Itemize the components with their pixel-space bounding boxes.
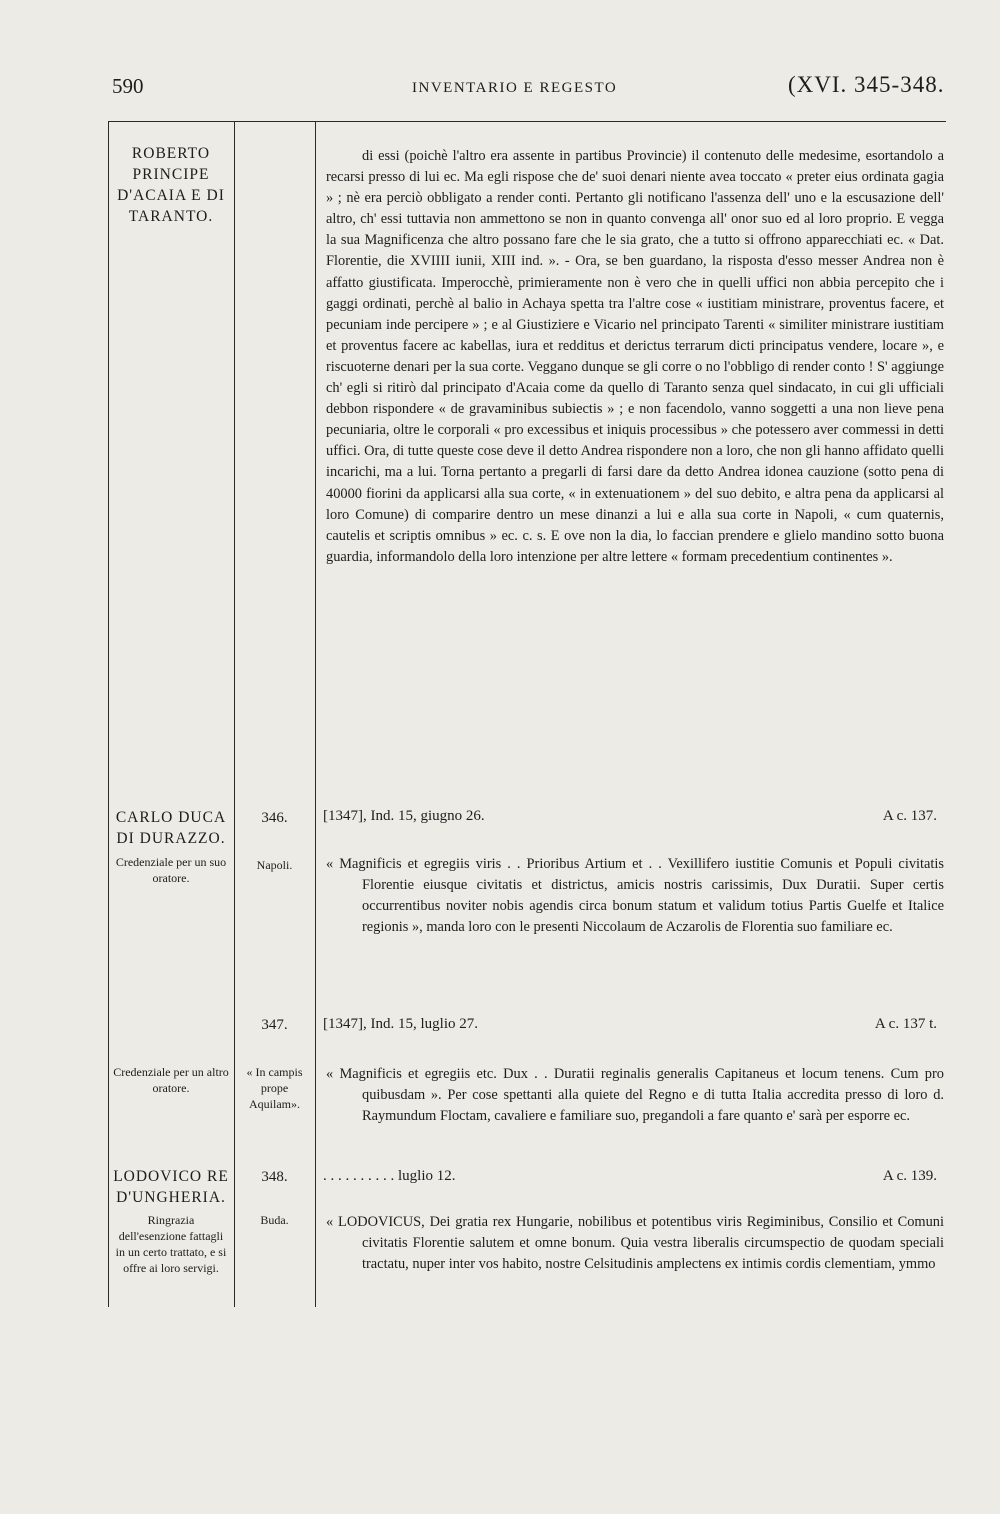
entry-347-text: « Magnificis et egregiis etc. Dux . . Duratii reginalis generalis Capitaneus et locum tenens. Cum pro quibusdam ». Per cose spettanti alla quiete del Regno e di tutta Italia accredita presso di loro d. Raymundum Floctam, cavaliere e familiare suo, pregandoli a fare quanto e' sarà per esporre ec. xyxy=(326,1066,944,1125)
entry-348-number: 348. xyxy=(261,1169,288,1185)
entry-348-date-line xyxy=(323,1168,937,1185)
entry-348-place: Buda. xyxy=(260,1213,289,1227)
entry-346-ref: A c. 137. xyxy=(882,808,937,824)
sender-name-lodovico: LODOVICO RE D'UNGHERIA. xyxy=(113,1168,229,1206)
entry-346-date-line xyxy=(323,808,937,825)
column-divider-middle xyxy=(234,121,235,1307)
entry-348-summary: Ringrazia dell'esenzione fattagli in un certo trattato, e si offre ai loro servigi. xyxy=(115,1213,227,1275)
sender-name-roberto: ROBERTO PRINCIPE D'ACAIA E DI TARANTO. xyxy=(117,145,225,225)
entry-347-date-line xyxy=(323,1016,937,1033)
column-divider-right xyxy=(315,121,316,1307)
entry-348-date: . . . . . . . . . . luglio 12. xyxy=(323,1168,456,1184)
entry-346-text: « Magnificis et egregiis viris . . Prioribus Artium et . . Vexillifero iustitie Comunis et Populi civitatis Florentie eiusque civitatis et districtus, amicis nostris carissimis, Dux Duratii. Super certis occurrentibus noviter nobis agendis circa bonum statum et validum totius Partis Guelfe et Italice regionis », manda loro con le presenti Niccolaum de Aczarolis de Florentia suo familiare ec. xyxy=(326,856,944,936)
entry-346-place: Napoli. xyxy=(256,858,293,872)
page-number: 590 xyxy=(112,74,144,98)
entry-348-text: « LODOVICUS, Dei gratia rex Hungarie, nobilibus et potentibus viris Regiminibus, Consilio et Comuni civitatis Florentie salutem et omne bonum. Quia vestra liberalis circumspectio de quodam speciali tractatu, nuper inter vos habito, nostre Celsitudinis amplectens ex intimis cordis clementiam, ymmo xyxy=(326,1214,944,1273)
entry-346-date: [1347], Ind. 15, giugno 26. xyxy=(323,808,485,824)
running-title: INVENTARIO E REGESTO xyxy=(412,80,618,96)
sender-name-carlo: CARLO DUCA DI DURAZZO. xyxy=(115,809,227,847)
entry-347-place: « In campis prope Aquilam». xyxy=(246,1065,303,1111)
entry-346-number: 346. xyxy=(261,810,288,826)
column-divider-left xyxy=(108,121,109,1307)
entry-347-number: 347. xyxy=(261,1017,288,1033)
entry-346-summary: Credenziale per un suo oratore. xyxy=(115,855,227,885)
entry-347-summary: Credenziale per un altro oratore. xyxy=(113,1065,229,1095)
entry-345-text: di essi (poichè l'altro era assente in partibus Provincie) il contenuto delle medesime, esortandolo a recarsi presso di lui ec. Ma egli rispose che de' suoi denari niente avea toccato « preter eius ordinata gagia » ; nè era perciò obbligato a render conti. Pertanto gli notificano l'assenza dell' uno e la escusazione dell' altro, ch' essi tuttavia non ammettono se non in quanto convenga all' onor suo ed al loro proprio. E vegga la sua Magnificenza che altro possano fare che le sia grato, che a tutto si offrono apparecchiati ec. « Dat. Florentie, die XVIIII iunii, XIII ind. ». - Ora, se ben guardano, la risposta d'esso messer Andrea non è affatto giustificata. Imperocchè, primieramente non è vero che in quelli uffici non abbia percepito che i gaggi ordinati, perchè al balio in Achaya spetta tra l'altre cose « iustitiam ministrare, proventus facere, et pecuniam inde percipere » ; e al Giustiziere e Vicario nel principato Tarenti « similiter ministrare iustitiam et proventus facere ac kabellas, iura et redditus et derictus terrarum dicti principatus vendere, locare », e riscuoterne denari per la sua corte. Veggano dunque se gli corre o no l'obbligo di render conto ! S' aggiunge ch' egli si ritirò dal principato d'Acaia come da quello di Taranto senza quel sindacato, in cui gli ufficiali debbon rispondere « de gravaminibus subiectis » ; e non facendolo, vanno soggetti a una non lieve pena pecuniaria, oltre le corporali « pro excessibus et iniquis processibus » che potessero aver commessi in detti uffici. Ora, di tutte queste cose deve il detto Andrea rispondere non a loro, che non gli hanno affidato quelli incarichi, ma a lui. Torna pertanto a pregarli di farsi dare da detto Andrea idonea cauzione (sotto pena di 40000 fiorini da applicarsi alla sua corte, « in extenuationem » del suo debito, e altra pena da applicarsi al loro Comune) di comparire dentro un mese dinanzi a lui e alla sua corte in Napoli, « cum quaternis, cautelis et scriptis omnibus » ec. c. s. E ove non la dia, lo faccian prendere e glielo mandino sotto buona guardia, informandolo della loro intenzione per altre lettere « formam precedentium continentes ». xyxy=(326,148,944,565)
entry-347-date: [1347], Ind. 15, luglio 27. xyxy=(323,1016,478,1032)
entry-347-ref: A c. 137 t. xyxy=(874,1016,937,1032)
entry-range: (XVI. 345-348. xyxy=(788,72,945,97)
entry-348-ref: A c. 139. xyxy=(882,1168,937,1184)
